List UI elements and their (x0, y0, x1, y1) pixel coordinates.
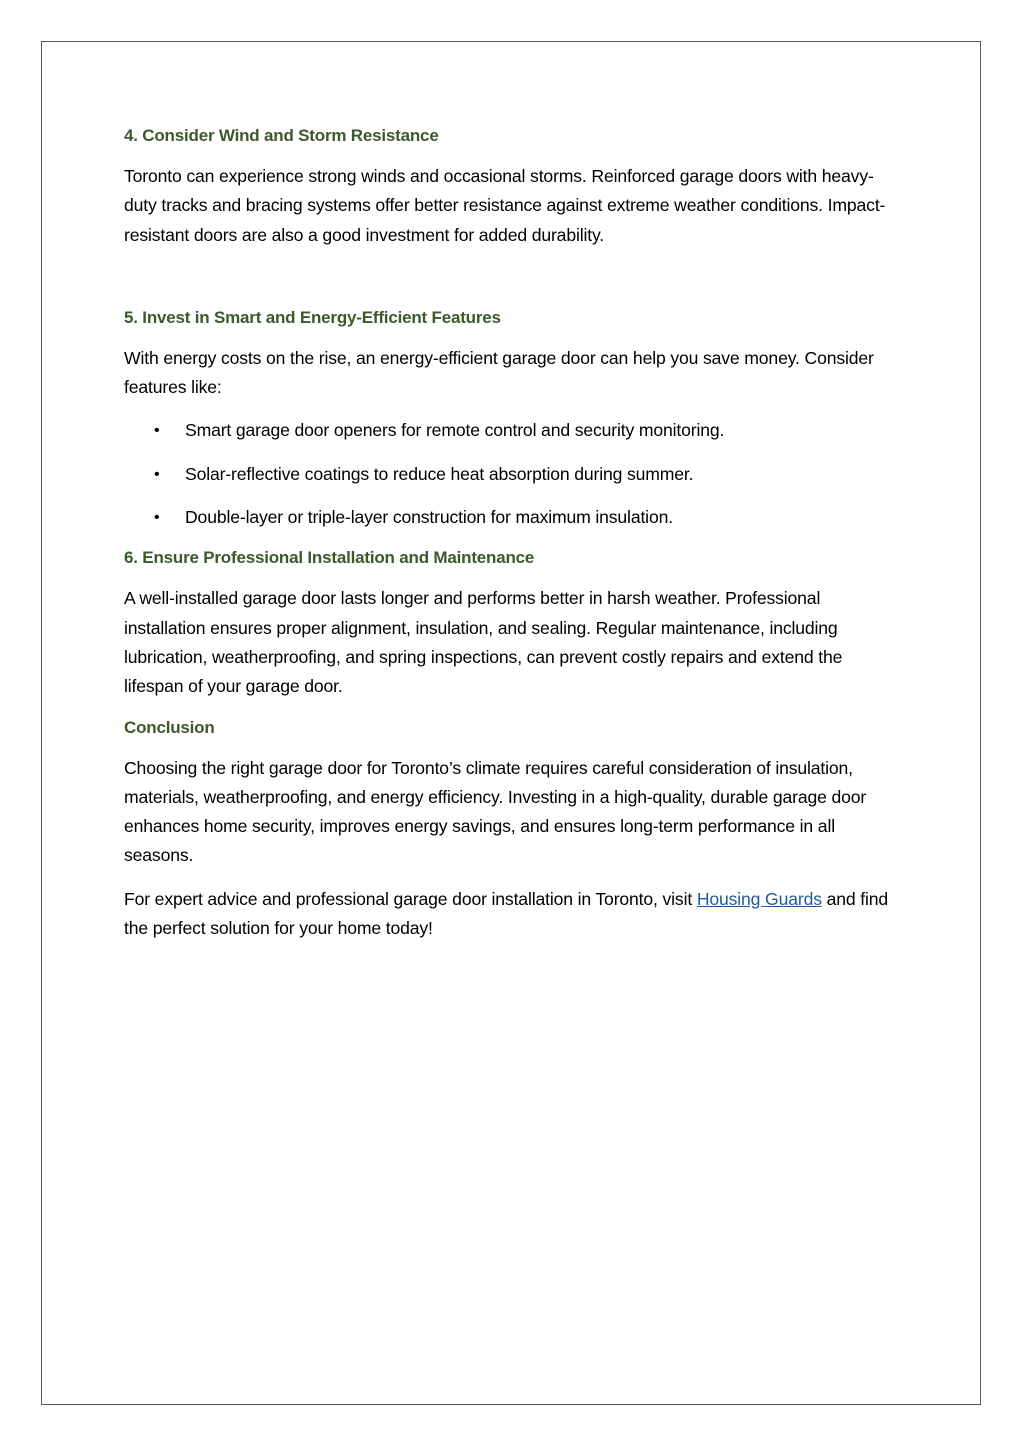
list-item (124, 416, 894, 445)
housing-guards-link[interactable]: Housing Guards (696, 888, 822, 909)
section-heading-wind-storm: 4. Consider Wind and Storm Resistance (124, 126, 439, 145)
list-item (124, 503, 894, 532)
closing-text-after-link: and find the perfect solution for your home today! (124, 888, 889, 939)
closing-text-before-link: For expert advice and professional garage door installation in Toronto, visit (124, 888, 697, 909)
list-item (124, 460, 894, 489)
feature-list (124, 416, 894, 532)
document-body (124, 124, 894, 943)
list-item-text: Solar-reflective coatings to reduce heat absorption during summer. (185, 463, 694, 484)
bullet-icon: • (154, 422, 160, 440)
section-heading-smart-energy: 5. Invest in Smart and Energy-Efficient Features (124, 307, 501, 327)
list-item-text: Double-layer or triple-layer construction for maximum insulation. (185, 507, 673, 528)
closing-paragraph (124, 885, 894, 944)
section-paragraph-installation: A well-installed garage door lasts longer and performs better in harsh weather. Professional installation ensures proper alignment, insulation, and sealing. Regular maintenance, including lubrication, weatherproofing, and spring inspections, can prevent costly repairs and extend the lifespan of your garage door. (124, 588, 843, 697)
section-heading-installation: 6. Ensure Professional Installation and Maintenance (124, 548, 535, 568)
bullet-icon: • (154, 465, 160, 483)
section-paragraph-smart-energy: With energy costs on the rise, an energy-efficient garage door can help you save money. Consider features like: (124, 347, 874, 398)
section-paragraph-conclusion: Choosing the right garage door for Toronto’s climate requires careful consideration of insulation, materials, weatherproofing, and energy efficiency. Investing in a high-quality, durable garage door enhances home security, improves energy savings, and ensures long-term performance in all seasons. (124, 757, 867, 866)
bullet-icon: • (154, 509, 160, 527)
section-paragraph-wind-storm: Toronto can experience strong winds and occasional storms. Reinforced garage doors with heavy-duty tracks and bracing systems offer better resistance against extreme weather conditions. Impact-resistant doors are also a good investment for added durability. (124, 166, 886, 245)
list-item-text: Smart garage door openers for remote control and security monitoring. (185, 420, 725, 441)
section-heading-conclusion: Conclusion (124, 717, 215, 737)
